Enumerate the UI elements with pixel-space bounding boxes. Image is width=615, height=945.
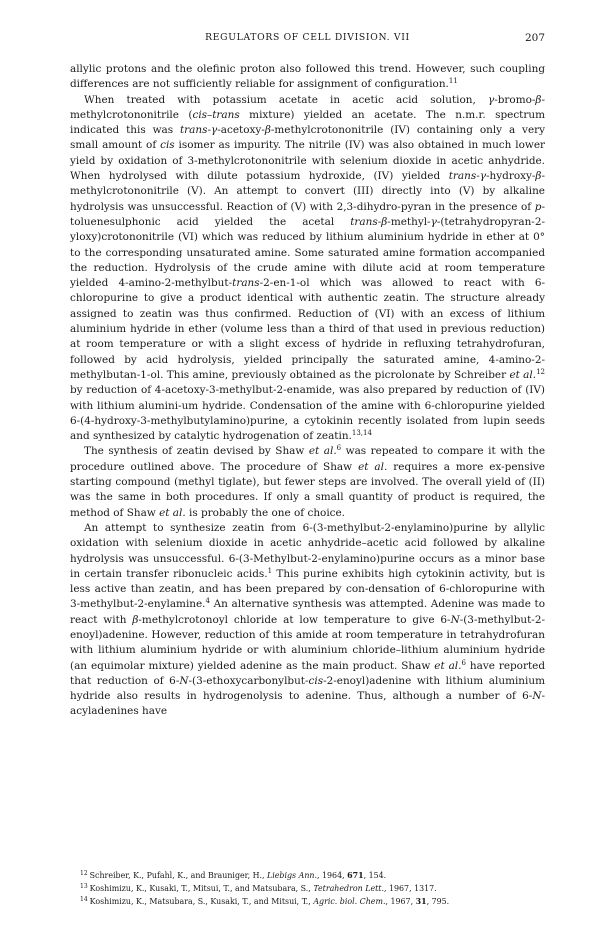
footnote-text: Koshimizu, K., Kusaki, T., Mitsui, T., and Matsubara, S., Tetrahedron Lett., 1967, 1317. [89,884,437,893]
page-number: 207 [524,32,545,44]
footnote [70,895,545,908]
footnote-text: Koshimizu, K., Matsubara, S., Kusaki, T., and Mitsui, T., Agric. biol. Chem., 1967, 31, 795. [89,897,450,906]
body-paragraph: When treated with potassium acetate in acetic acid solution, γ-bromo-β-methylcrotononitrile (cis–trans mixture) yielded an acetate. The n.m.r. spectrum indicated this was trans-γ-acetoxy-β-methylcrotononitrile (IV) containing only a very small amount of cis isomer as impurity. The nitrile (IV) was also obtained in much lower yield by oxidation of 3-methylcrotononitrile with selenium dioxide in acetic anhydride. When hydrolysed with dilute potassium hydroxide, (IV) yielded trans-γ-hydroxy-β-methylcrotononitrile (V). An attempt to convert (III) directly into (V) by alkaline hydrolysis was unsuccessful. Reaction of (V) with 2,3-dihydro-pyran in the presence of p-toluenesulphonic acid yielded the acetal trans-β-methyl-γ-(tetrahydropyran-2-yloxy)crotononitrile (VI) which was reduced by lithium aluminium hydride in ether at 0° to the corresponding unsaturated amine. Some saturated amine formation accompanied the reduction. Hydrolysis of the crude amine with dilute acid at room temperature yielded 4-amino-2-methylbut-trans-2-en-1-ol which was allowed to react with 6-chloropurine to give a product identical with authentic zeatin. The structure already assigned to zeatin was thus confirmed. Reduction of (VI) with an excess of lithium aluminium hydride in ether (volume less than a third of that used in previous reduction) at room temperature or with a slight excess of hydride in refluxing tetrahydrofuran, followed by acid hydrolysis, yielded principally the saturated amine, 4-amino-2-methylbutan-1-ol. This amine, previously obtained as the picrolonate by Schreiber et al.$^{12}$ by reduction of 4-acetoxy-3-methylbut-2-enamide, was also prepared by reduction of (IV) with lithium alumini-um hydride. Condensation of the amine with 6-chloropurine yielded 6-(4-hydroxy-3-methylbutylamino)purine, a cytokinin recently isolated from lupin seeds and synthesized by catalytic hydrogenation of zeatin.$^{13,14}$ [70,93,546,443]
footnotes [70,869,545,908]
body-paragraph: The synthesis of zeatin devised by Shaw et al.$^6$ was repeated to compare it with the procedure outlined above. The procedure of Shaw et al. requires a more ex-pensive starting compound (methyl tiglate), but fewer steps are involved. The overall yield of (II) was the same in both procedures. If only a small quantity of product is required, the method of Shaw et al. is probably the one of choice. [70,444,545,519]
footnote-marker: 12 [80,870,88,877]
body-paragraph: An attempt to synthesize zeatin from 6-(3-methylbut-2-enylamino)purine by allylic oxidation with selenium dioxide in acetic anhydride–acetic acid followed by alkaline hydrolysis was unsuccessful. 6-(3-Methylbut-2-enylamino)purine occurs as a minor base in certain transfer ribonucleic acids.$^1$ This purine exhibits high cytokinin activity, but is less active than zeatin, and has been prepared by con-densation of 6-chloropurine with 3-methylbut-2-enylamine.$^4$ An alternative synthesis was attempted. Adenine was made to react with β-methylcrotonoyl chloride at low temperature to give 6-N-(3-methylbut-2-enoyl)adenine. However, reduction of this amide at room temperature in tetrahydrofuran with lithium aluminium hydride or with aluminium chloride–lithium aluminium hydride (an equimolar mixture) yielded adenine as the main product. Shaw et al.$^6$ have reported that reduction of 6-N-(3-ethoxycarbonylbut-cis-2-enoyl)adenine with lithium aluminium hydride also results in hydrogenolysis to adenine. Thus, although a number of 6-N-acyladenines have [70,521,546,718]
footnote-marker: 13 [80,883,88,890]
running-header [70,31,545,45]
footnote-text: Schreiber, K., Pufahl, K., and Brauniger, H., Liebigs Ann., 1964, 671, 154. [89,871,387,880]
footnote [70,882,545,895]
body-paragraph: allylic protons and the olefinic proton also followed this trend. However, such coupling differences are not sufficiently reliable for assignment of configuration.$^{11}$ [70,63,545,91]
footnote [70,869,545,882]
running-title: REGULATORS OF CELL DIVISION. VII [205,32,410,43]
footnote-marker: 14 [80,896,88,903]
article-body [70,62,545,720]
